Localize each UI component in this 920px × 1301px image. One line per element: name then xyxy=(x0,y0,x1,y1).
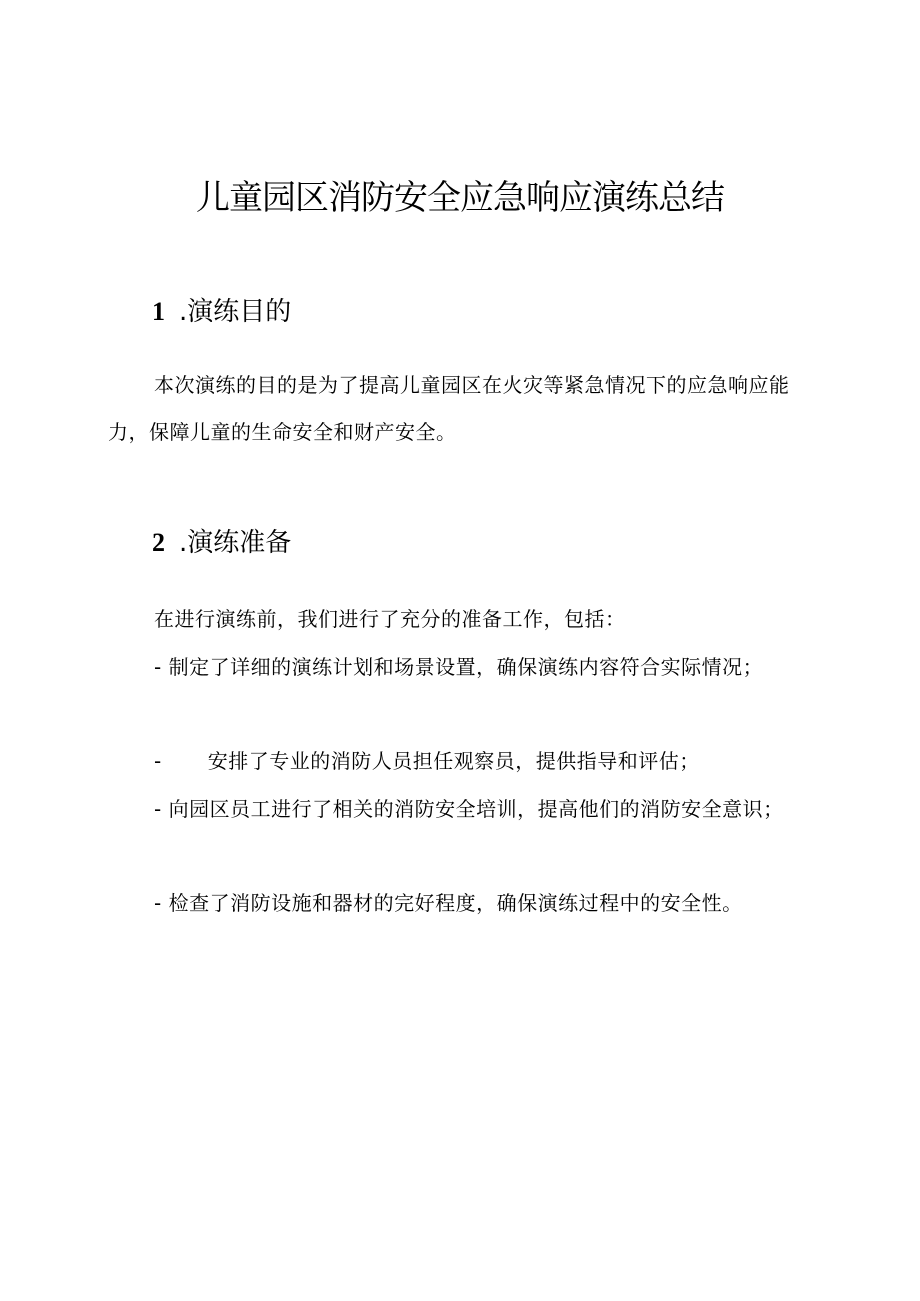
prep-item-3 xyxy=(108,786,808,833)
section-2-intro-text: 在进行演练前，我们进行了充分的准备工作，包括： xyxy=(154,607,626,631)
document-title: 儿童园区消防安全应急响应演练总结 xyxy=(196,178,724,218)
section-2-intro xyxy=(108,596,808,643)
section-1-paragraph xyxy=(108,362,808,456)
section-1-heading xyxy=(152,292,291,332)
prep-item-2-dash: - xyxy=(154,749,162,773)
section-1-text: 本次演练的目的是为了提高儿童园区在火灾等紧急情况下的应急响应能力，保障儿童的生命安全和财产安全。 xyxy=(108,373,790,444)
prep-item-2 xyxy=(108,738,808,785)
section-2-title: .演练准备 xyxy=(179,528,292,558)
prep-item-2-text: 安排了专业的消防人员担任观察员，提供指导和评估； xyxy=(207,749,700,773)
prep-item-4-text: - 检查了消防设施和器材的完好程度，确保演练过程中的安全性。 xyxy=(154,891,743,915)
section-1-number: 1 xyxy=(152,297,165,326)
section-1-title: .演练目的 xyxy=(179,297,292,327)
prep-item-3-text: - 向园区员工进行了相关的消防安全培训，提高他们的消防安全意识； xyxy=(154,797,784,821)
prep-item-4 xyxy=(108,880,808,927)
prep-item-1 xyxy=(108,644,808,691)
prep-item-1-text: - 制定了详细的演练计划和场景设置，确保演练内容符合实际情况； xyxy=(154,655,764,679)
section-2-heading xyxy=(152,523,291,563)
section-2-number: 2 xyxy=(152,528,165,557)
